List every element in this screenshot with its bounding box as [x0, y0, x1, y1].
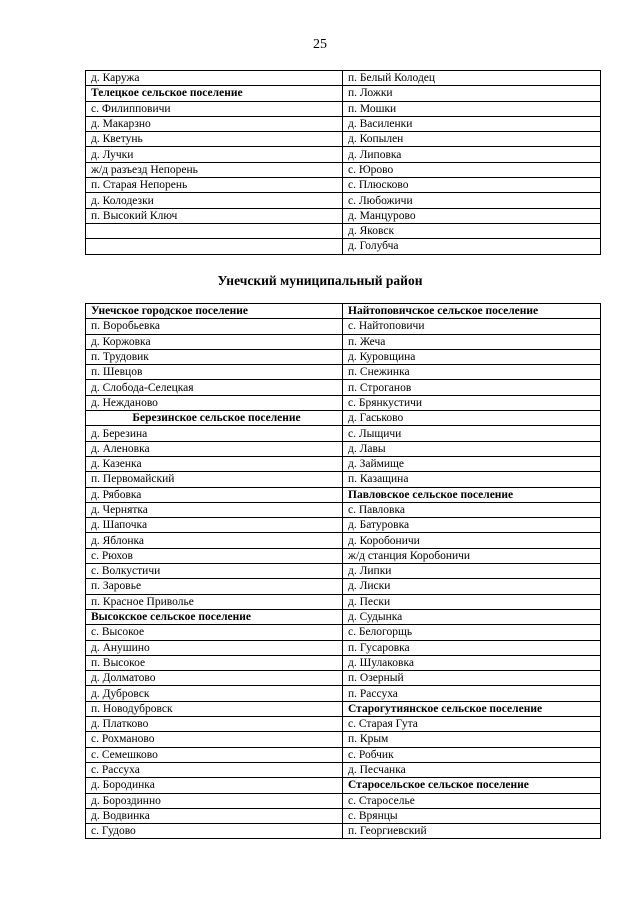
settlement-cell: д. Нежданово: [86, 395, 343, 410]
settlement-cell: д. Бородинка: [86, 778, 343, 793]
settlement-cell: д. Копылен: [343, 132, 601, 147]
settlement-cell: д. Водвинка: [86, 808, 343, 823]
table-row: [86, 71, 601, 86]
table-row: [86, 86, 601, 101]
settlement-cell: д. Куровщина: [343, 349, 601, 364]
table-row: [86, 778, 601, 793]
table-row: [86, 178, 601, 193]
settlement-cell: ж/д станция Коробоничи: [343, 548, 601, 563]
table-row: [86, 732, 601, 747]
settlement-cell: с. Высокое: [86, 625, 343, 640]
settlement-cell: с. Рассуха: [86, 762, 343, 777]
settlement-cell: д. Песчанка: [343, 762, 601, 777]
settlement-cell: п. Заровье: [86, 579, 343, 594]
settlement-cell: д. Анушино: [86, 640, 343, 655]
settlement-group-header: Унечское городское поселение: [86, 304, 343, 319]
table-row: [86, 365, 601, 380]
settlement-cell: д. Кветунь: [86, 132, 343, 147]
settlement-cell: д. Судынка: [343, 609, 601, 624]
settlement-cell: [86, 239, 343, 254]
table-row: [86, 502, 601, 517]
table-row: [86, 594, 601, 609]
settlement-cell: д. Займище: [343, 456, 601, 471]
table-row: [86, 518, 601, 533]
table-row: [86, 701, 601, 716]
table-row: [86, 208, 601, 223]
settlement-cell: д. Казенка: [86, 456, 343, 471]
settlement-cell: д. Макарзно: [86, 116, 343, 131]
settlement-cell: д. Батуровка: [343, 518, 601, 533]
table-row: [86, 824, 601, 839]
settlement-cell: п. Снежинка: [343, 365, 601, 380]
settlement-cell: с. Найтоповичи: [343, 319, 601, 334]
table-row: [86, 380, 601, 395]
settlement-cell: п. Озерный: [343, 671, 601, 686]
page-number: 25: [313, 37, 327, 52]
settlement-cell: п. Георгиевский: [343, 824, 601, 839]
table-row: [86, 239, 601, 254]
settlement-cell: с. Семешково: [86, 747, 343, 762]
settlement-cell: д. Василенки: [343, 116, 601, 131]
settlement-group-header: Старогутиянское сельское поселение: [343, 701, 601, 716]
settlement-cell: д. Липки: [343, 564, 601, 579]
settlement-cell: д. Долматово: [86, 671, 343, 686]
settlement-group-header: Старосельское сельское поселение: [343, 778, 601, 793]
settlement-cell: ж/д разъезд Непорень: [86, 162, 343, 177]
settlement-cell: д. Яковск: [343, 223, 601, 238]
settlement-cell: д. Платково: [86, 717, 343, 732]
settlement-cell: с. Врянцы: [343, 808, 601, 823]
settlement-cell: п. Шевцов: [86, 365, 343, 380]
table-row: [86, 655, 601, 670]
table-row: [86, 162, 601, 177]
table-row: [86, 762, 601, 777]
settlement-cell: д. Рябовка: [86, 487, 343, 502]
settlement-cell: д. Пески: [343, 594, 601, 609]
table-row: [86, 564, 601, 579]
settlement-cell: п. Трудовик: [86, 349, 343, 364]
settlement-cell: п. Мошки: [343, 101, 601, 116]
settlement-cell: с. Юрово: [343, 162, 601, 177]
settlement-cell: п. Высокое: [86, 655, 343, 670]
settlement-cell: п. Строганов: [343, 380, 601, 395]
settlement-group-header: Телецкое сельское поселение: [86, 86, 343, 101]
table-row: [86, 132, 601, 147]
table-row: [86, 533, 601, 548]
settlement-cell: с. Лыщичи: [343, 426, 601, 441]
settlement-cell: с. Староселье: [343, 793, 601, 808]
settlement-cell: д. Шапочка: [86, 518, 343, 533]
settlement-cell: с. Любожичи: [343, 193, 601, 208]
table-row: [86, 579, 601, 594]
table-row: [86, 686, 601, 701]
settlement-cell: п. Гусаровка: [343, 640, 601, 655]
settlement-cell: п. Новодубровск: [86, 701, 343, 716]
settlement-cell: с. Брянкустичи: [343, 395, 601, 410]
settlement-cell: д. Лучки: [86, 147, 343, 162]
settlement-cell: с. Гудово: [86, 824, 343, 839]
table-row: [86, 456, 601, 471]
table-row: [86, 625, 601, 640]
settlement-group-header: Павловское сельское поселение: [343, 487, 601, 502]
settlement-cell: с. Робчик: [343, 747, 601, 762]
table-row: [86, 640, 601, 655]
settlement-cell: п. Красное Приволье: [86, 594, 343, 609]
settlement-group-header: Березинское сельское поселение: [86, 411, 343, 426]
table-row: [86, 116, 601, 131]
table-row: [86, 319, 601, 334]
table-row: [86, 808, 601, 823]
settlement-cell: с. Белогорщь: [343, 625, 601, 640]
settlement-cell: д. Аленовка: [86, 441, 343, 456]
settlement-cell: д. Чернятка: [86, 502, 343, 517]
table-row: [86, 793, 601, 808]
settlement-cell: п. Казащина: [343, 472, 601, 487]
settlement-cell: д. Березина: [86, 426, 343, 441]
settlement-cell: д. Яблонка: [86, 533, 343, 548]
table-row: [86, 609, 601, 624]
settlement-cell: [86, 223, 343, 238]
settlement-cell: с. Павловка: [343, 502, 601, 517]
settlements-table-top: [85, 70, 601, 255]
settlement-cell: д. Лиски: [343, 579, 601, 594]
table-row: [86, 472, 601, 487]
table-row: [86, 147, 601, 162]
table-row: [86, 334, 601, 349]
settlement-cell: п. Крым: [343, 732, 601, 747]
settlement-cell: п. Старая Непорень: [86, 178, 343, 193]
settlement-cell: д. Липовка: [343, 147, 601, 162]
table-row: [86, 487, 601, 502]
table-row: [86, 548, 601, 563]
settlement-cell: п. Жеча: [343, 334, 601, 349]
settlement-group-header: Найтоповичское сельское поселение: [343, 304, 601, 319]
table-row: [86, 304, 601, 319]
settlement-group-header: Высокское сельское поселение: [86, 609, 343, 624]
settlement-cell: д. Бороздинно: [86, 793, 343, 808]
settlement-cell: д. Коржовка: [86, 334, 343, 349]
table-row: [86, 717, 601, 732]
settlement-cell: д. Каружа: [86, 71, 343, 86]
settlement-cell: с. Волкустичи: [86, 564, 343, 579]
settlement-cell: п. Первомайский: [86, 472, 343, 487]
table-row: [86, 426, 601, 441]
settlement-cell: д. Шулаковка: [343, 655, 601, 670]
table-row: [86, 441, 601, 456]
table-row: [86, 349, 601, 364]
settlement-cell: д. Колодезки: [86, 193, 343, 208]
settlement-cell: с. Рюхов: [86, 548, 343, 563]
table-row: [86, 223, 601, 238]
settlement-cell: д. Голубча: [343, 239, 601, 254]
table-row: [86, 747, 601, 762]
settlement-cell: п. Белый Колодец: [343, 71, 601, 86]
settlement-cell: д. Дубровск: [86, 686, 343, 701]
settlement-cell: д. Коробоничи: [343, 533, 601, 548]
settlement-cell: п. Ложки: [343, 86, 601, 101]
settlement-cell: д. Лавы: [343, 441, 601, 456]
settlements-table-unecha: [85, 303, 601, 839]
settlement-cell: п. Воробьевка: [86, 319, 343, 334]
table-row: [86, 101, 601, 116]
settlement-cell: п. Высокий Ключ: [86, 208, 343, 223]
table-row: [86, 411, 601, 426]
settlement-cell: с. Рохманово: [86, 732, 343, 747]
settlement-cell: с. Филипповичи: [86, 101, 343, 116]
settlement-cell: п. Рассуха: [343, 686, 601, 701]
settlement-cell: с. Плюсково: [343, 178, 601, 193]
section-title: Унечский муниципальный район: [217, 273, 423, 288]
settlement-cell: д. Гаськово: [343, 411, 601, 426]
table-row: [86, 193, 601, 208]
table-row: [86, 671, 601, 686]
table-row: [86, 395, 601, 410]
settlement-cell: д. Слобода-Селецкая: [86, 380, 343, 395]
settlement-cell: с. Старая Гута: [343, 717, 601, 732]
settlement-cell: д. Манцурово: [343, 208, 601, 223]
